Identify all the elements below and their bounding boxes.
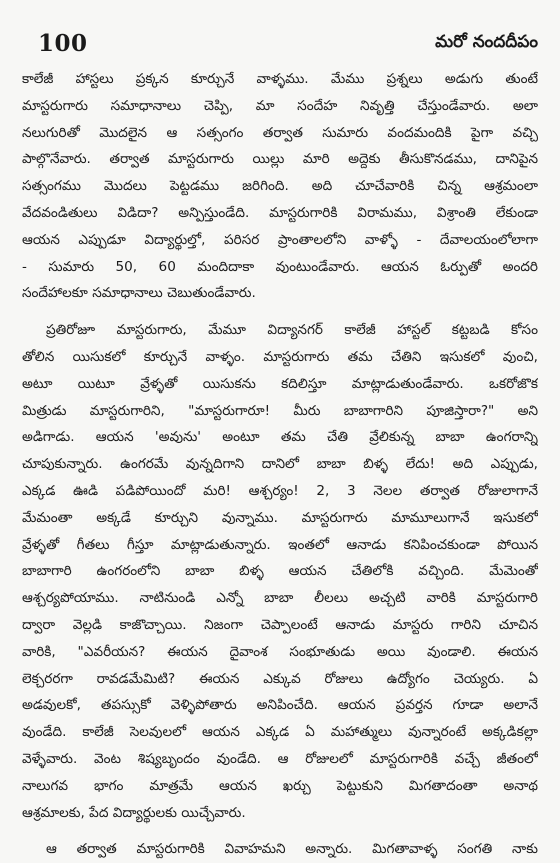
text-line: వారికి, "ఎవరీయన? ఈయన దైవాంశ సంభూతుడు అయి వుండాలి. ఈయన	[22, 643, 538, 660]
paragraph	[22, 66, 538, 307]
text-line: వేదవండితులు విడిదా? అన్పిస్తుండేది. మాస్టరుగారికి విరామము, విశ్రాంతి లేకుండా	[22, 204, 538, 221]
text-line: ఆయన ఎప్పుడూ విద్యార్థుల్తో, పరిసర ప్రాంతాలలోని వాళ్ళో - దేవాలయంలోలాగా	[22, 231, 538, 248]
running-title: మరో నందదీపం	[435, 32, 538, 52]
text-line: సత్సంగము మొదలు పెట్టడము జరిగింది. అది చూచేవారికి చిన్న ఆశ్రమంలా	[22, 178, 538, 195]
text-line: వెళ్ళేవారు. వెంట శిష్యబృందం వుండేది. ఆ రోజులలో మాస్టరుగారికి వచ్చే జీతంలో	[22, 750, 538, 767]
text-line: సందేహాలకూ సమాధానాలు చెబుతుండేవారు.	[22, 285, 256, 302]
paragraph	[22, 317, 538, 826]
text-line: అడిగాడు. ఆయన 'అవును' అంటూ తమ చేతి వ్రేలికున్న బాబా ఉంగరాన్ని	[22, 429, 538, 446]
text-line: లెక్చరరగా రావడమేమిటి? ఈయన ఎక్కువ రోజులు ఉద్యోగం చెయ్యరు. ఏ	[22, 670, 538, 687]
text-line: నలుగురితో మొదలైన ఆ సత్సంగం తర్వాత సుమారు వందమందికి పైగా వచ్చి	[22, 124, 538, 141]
page-header	[38, 30, 538, 62]
text-line: పాల్గొనేవారు. తర్వాత మాస్టరుగారు యిల్లు మారి అద్దెకు తీసుకొనడము, దానిపైన	[22, 151, 538, 168]
text-line: ఆశ్రమాలకు, పేద విద్యార్థులకు యిచ్చేవారు.	[22, 804, 246, 821]
text-line: అడవులకో, తపస్సుకో వెళ్ళిపోతారు అనిపించేది. ఆయన ప్రవర్తన గూడా అలానే	[22, 697, 538, 714]
text-line: ద్వారా వెల్లడి కాజొచ్చాయి. నిజంగా చెప్పాలంటే ఆనాడు మాస్టరు గారిని చూచిన	[22, 616, 538, 633]
body-text	[22, 66, 538, 863]
text-line: బాబాగారి ఉంగరంలోని బాబా బిళ్ళ ఆయన చేతిలోకి వచ్చింది. మేమెంతో	[22, 563, 538, 580]
text-line: తోలిన యిసుకలో కూర్చునే వాళ్ళం. మాస్టరుగారు తమ చేతిని ఇసుకలో వుంచి,	[22, 348, 538, 365]
text-line: చూపుకున్నారు. ఉంగరమే వున్నదిగాని దానిలో బాబా బిళ్ళ లేదు! అది ఎప్పుడు,	[22, 456, 538, 473]
paragraph	[22, 836, 538, 863]
text-line: కాలేజీ హాస్టలు ప్రక్కన కూర్చునే వాళ్ళము. మేము ప్రశ్నలు అడుగు తుంటే	[22, 71, 538, 87]
text-line: వ్రేళ్ళతో గీతలు గీస్తూ మాట్లాడుతున్నారు. ఇంతలో ఆనాడు కనిపించకుండా పోయిన	[22, 536, 538, 553]
text-line: అటూ యిటూ వ్రేళ్ళతో యిసుకను కదిలిస్తూ మాట్లాడుతుండేవారు. ఒకరోజొక	[22, 375, 538, 392]
text-line: ఆ తర్వాత మాస్టరుగారికి వివాహమని అన్నారు. మిగతావాళ్ళ సంగతి నాకు	[46, 841, 538, 858]
page-number: 100	[38, 30, 88, 57]
text-line: మిత్రుడు మాస్టరుగారిని, "మాస్టరుగారూ! మీరు బాబాగారిని పూజిస్తారా?" అని	[22, 402, 538, 419]
text-line: నాలుగవ భాగం మాత్రమే ఆయన ఖర్చు పెట్టుకుని మిగతాదంతా అనాథ	[22, 777, 538, 794]
text-line: ప్రతిరోజూ మాస్టరుగారు, మేమూ విద్యానగర్ కాలేజీ హాస్టల్ కట్టబడి కోసం	[46, 322, 538, 339]
text-line: ఎక్కడ ఊడి పడిపోయిందో మరి! ఆశ్చర్యం! 2, 3 నెలల తర్వాత రోజులాగానే	[22, 482, 538, 499]
text-line: వుండేది. కాలేజీ సెలవులలో ఆయన ఎక్కడ ఏ మహాత్ములు వున్నారంటే అక్కడికల్లా	[22, 724, 538, 741]
text-line: మాస్టరుగారు సమాధానాలు చెప్పి, మా సందేహ నివృత్తి చేస్తుండేవారు. అలా	[22, 97, 538, 114]
text-line: ఆశ్చర్యపోయాము. నాటినుండి ఎన్నో బాబా లీలలు అచ్చటి వారికి మాస్టరుగారి	[22, 590, 538, 607]
text-line: - సుమారు 50, 60 మందిదాకా వుంటుండేవారు. ఆయన ఓర్పుతో అందరి	[22, 258, 538, 275]
text-line: మేమంతా అక్కడే కూర్చుని వున్నాము. మాస్టరుగారు మామూలుగానే ఇసుకలో	[22, 509, 538, 526]
